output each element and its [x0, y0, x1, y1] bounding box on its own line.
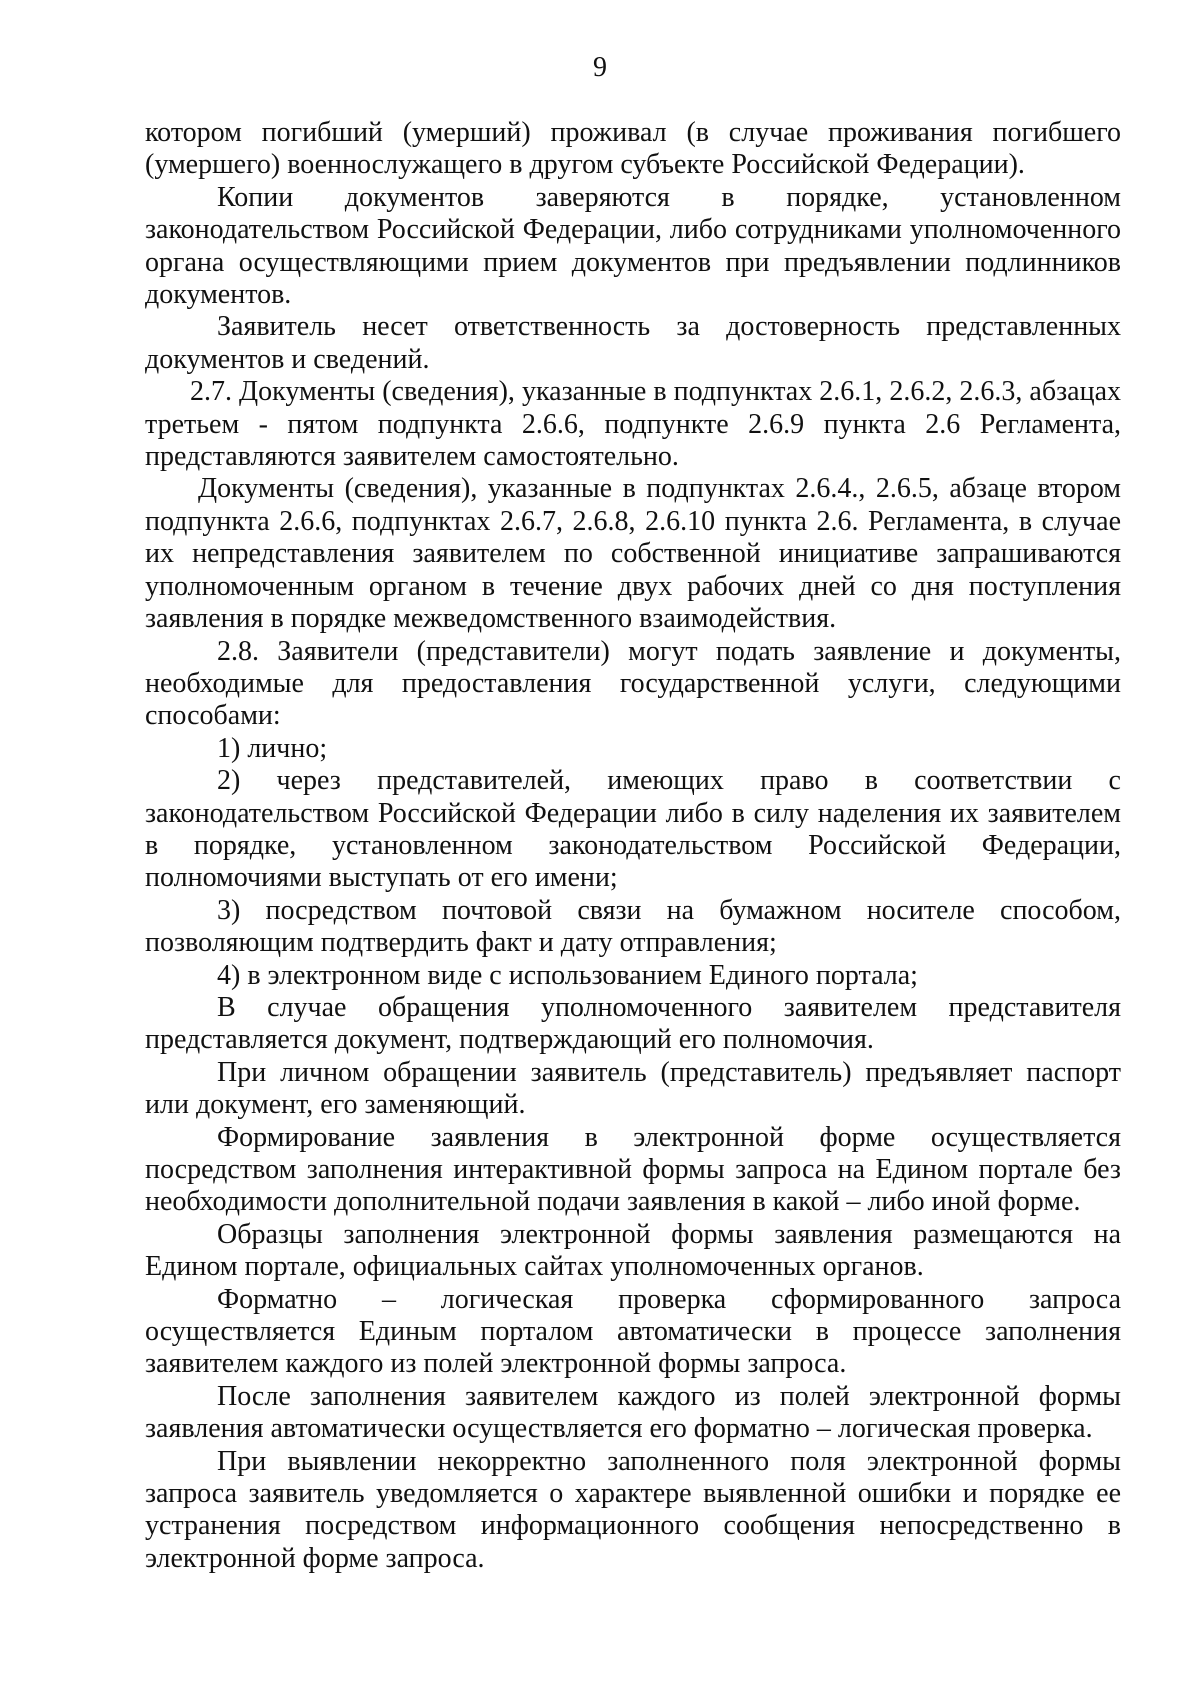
paragraph-2-8: 2.8. Заявители (представители) могут подать заявление и документы, необходимые для предоставления государственной услуги, следующими способами:: [145, 635, 1121, 732]
paragraph-format-check: Форматно – логическая проверка сформированного запроса осуществляется Единым порталом автоматически в процессе заполнения заявителем каждого из полей электронной формы запроса.: [145, 1283, 1121, 1380]
paragraph-applicant-responsibility: Заявитель несет ответственность за достоверность представленных документов и сведений.: [145, 311, 1121, 375]
paragraph-continuation: котором погибший (умерший) проживал (в случае проживания погибшего (умершего) военнослужащего в другом субъекте Российской Федерации).: [145, 117, 1121, 181]
list-item-postal: 3) посредством почтовой связи на бумажном носителе способом, позволяющим подтвердить факт и дату отправления;: [145, 894, 1121, 959]
document-body: [145, 117, 1121, 1575]
list-item-electronic: 4) в электронном виде с использованием Единого портала;: [217, 959, 918, 991]
paragraph-passport: При личном обращении заявитель (представитель) предъявляет паспорт или документ, его заменяющий.: [145, 1056, 1121, 1121]
page-number: 9: [593, 52, 607, 83]
paragraph-after-filling: После заполнения заявителем каждого из полей электронной формы заявления автоматически осуществляется его форматно – логическая проверка.: [145, 1380, 1121, 1445]
paragraph-2-7: 2.7. Документы (сведения), указанные в подпунктах 2.6.1, 2.6.2, 2.6.3, абзацах третьем - пятом подпункта 2.6.6, подпункте 2.6.9 пункта 2.6 Регламента, представляются заявителем самостоятельно.: [145, 376, 1121, 473]
paragraph-form-samples: Образцы заполнения электронной формы заявления размещаются на Едином портале, официальных сайтах уполномоченных органов.: [145, 1218, 1121, 1283]
paragraph-electronic-form: Формирование заявления в электронной форме осуществляется посредством заполнения интерактивной формы запроса на Едином портале без необходимости дополнительной подачи заявления в какой – либо иной форме.: [145, 1121, 1121, 1218]
paragraph-representative-authority: В случае обращения уполномоченного заявителем представителя представляется документ, подтверждающий его полномочия.: [145, 991, 1121, 1056]
paragraph-copies-certification: Копии документов заверяются в порядке, установленном законодательством Российской Федерации, либо сотрудниками уполномоченного органа осуществляющими прием документов при предъявлении подлинников документов.: [145, 181, 1121, 311]
paragraph-interagency-documents: Документы (сведения), указанные в подпунктах 2.6.4., 2.6.5, абзаце втором подпункта 2.6.6, подпунктах 2.6.7, 2.6.8, 2.6.10 пункта 2.6. Регламента, в случае их непредставления заявителем по собственной инициативе запрашиваются уполномоченным органом в течение двух рабочих дней со дня поступления заявления в порядке межведомственного взаимодействия.: [145, 473, 1121, 635]
list-item-in-person: 1) лично;: [217, 732, 328, 764]
paragraph-error-notification: При выявлении некорректно заполненного поля электронной формы запроса заявитель уведомляется о характере выявленной ошибки и порядке ее устранения посредством информационного сообщения непосредственно в электронной форме запроса.: [145, 1445, 1121, 1574]
list-item-representatives: 2) через представителей, имеющих право в соответствии с законодательством Российской Федерации либо в силу наделения их заявителем в порядке, установленном законодательством Российской Федерации, полномочиями выступать от его имени;: [145, 765, 1121, 894]
